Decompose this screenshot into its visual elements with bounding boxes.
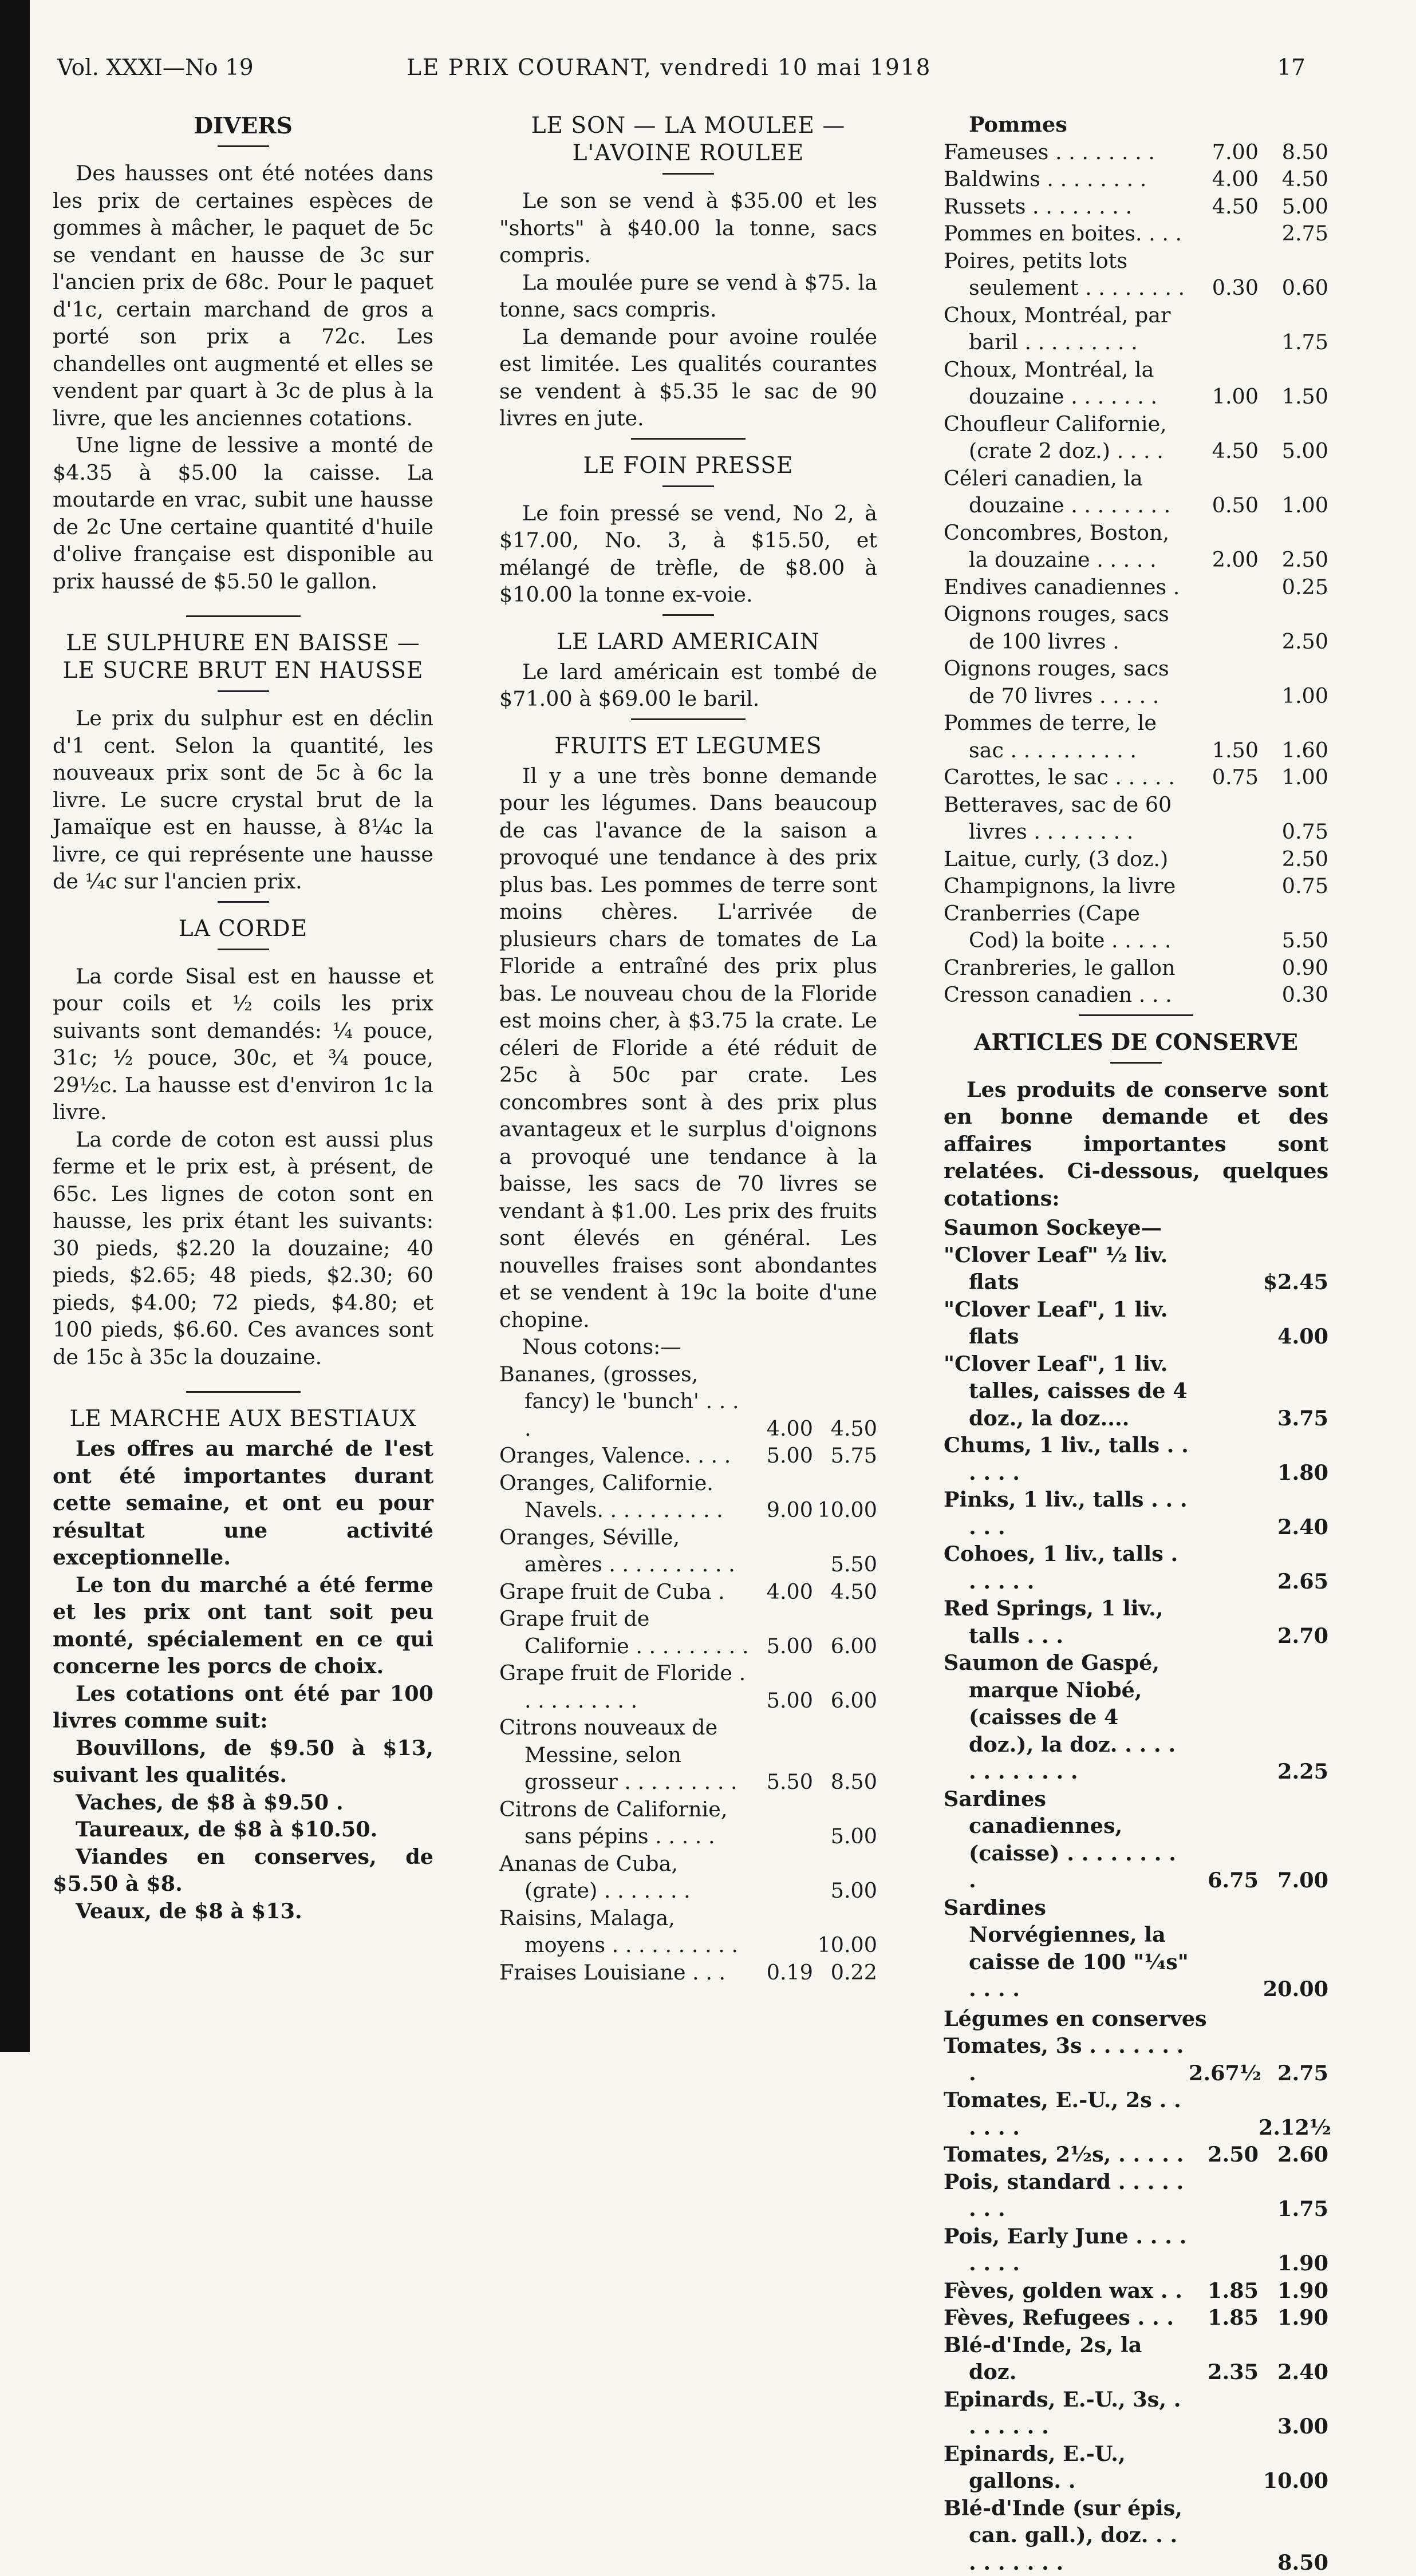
price-entry-label: Betteraves, sac de 60 livres . . . . . . . . xyxy=(944,791,1189,846)
price-entry-label: Bananes, (grosses, fancy) le 'bunch' . . . . xyxy=(499,1361,749,1443)
price-low: 4.00 xyxy=(749,1415,813,1443)
price-entry xyxy=(944,1486,1328,1540)
price-low: 4.00 xyxy=(749,1578,813,1606)
price-entry xyxy=(944,356,1328,410)
price-entry-label: Grape fruit de Floride . . . . . . . . . . xyxy=(499,1660,749,1714)
price-entry-label: Epinards, E.-U., gallons. . xyxy=(944,2440,1189,2495)
son-paragraph-1: Le son se vend à $35.00 et les "shorts" à $40.00 la tonne, sacs compris. xyxy=(499,187,877,269)
price-entry-label: Pommes en boites. . . . xyxy=(944,220,1189,247)
corde-paragraph-2: La corde de coton est aussi plus ferme et le prix est, à présent, de 65c. Les lignes de coton sont en hausse, les prix étant les suivants: 30 pieds, $2.20 la douzaine; 40 pieds, $2.65; 48 pieds, $2.30; 60 pieds, $4.00; 72 pieds, $4.80; et 100 pieds, $6.60. Ces avances sont de 15c à 35c la douzaine. xyxy=(53,1126,433,1371)
price-entry-label: Raisins, Malaga, moyens . . . . . . . . . . xyxy=(499,1905,749,1959)
price-entry xyxy=(499,1660,877,1714)
price-low: 1.00 xyxy=(1189,383,1259,410)
bestiaux-paragraph-8: Veaux, de $8 à $13. xyxy=(53,1898,433,1925)
price-entry-label: Laitue, curly, (3 doz.) xyxy=(944,846,1189,873)
price-entry-label: Choux, Montréal, la douzaine . . . . . . . xyxy=(944,356,1189,410)
sulphure-heading: LE SULPHURE EN BAISSE — LE SUCRE BRUT EN HAUSSE xyxy=(53,630,433,685)
section-rule xyxy=(218,949,269,950)
saumon-heading: Saumon Sockeye— xyxy=(944,1214,1328,1242)
son-heading: LE SON — LA MOULEE — L'AVOINE ROULEE xyxy=(499,112,877,167)
price-entry xyxy=(499,1959,877,1986)
price-entry-label: Baldwins . . . . . . . . xyxy=(944,165,1189,193)
price-low: 2.00 xyxy=(1189,546,1259,574)
bestiaux-paragraph-2: Le ton du marché a été ferme et les prix ont tant soit peu monté, spécialement en ce qui concerne les porcs de choix. xyxy=(53,1571,433,1680)
section-rule xyxy=(662,485,714,487)
price-entry xyxy=(944,2087,1328,2141)
price-entry xyxy=(944,302,1328,356)
price-entry xyxy=(944,2304,1328,2332)
price-low: 4.50 xyxy=(1189,437,1259,465)
price-low: 0.30 xyxy=(1189,274,1259,302)
price-high: 8.50 xyxy=(813,1768,877,1796)
price-entry xyxy=(944,872,1328,900)
price-high: 10.00 xyxy=(813,1931,877,1959)
price-high: 0.30 xyxy=(1259,981,1328,1009)
price-entry xyxy=(499,1361,877,1443)
price-high: 2.12½ xyxy=(1259,2114,1328,2142)
price-entry-label: Choufleur Californie, (crate 2 doz.) . . . . xyxy=(944,410,1189,465)
price-high: 1.90 xyxy=(1259,2277,1328,2305)
price-entry-label: Choux, Montréal, par baril . . . . . . . . . xyxy=(944,302,1189,356)
section-rule xyxy=(218,145,269,147)
price-entry-label: Pois, standard . . . . . . . . xyxy=(944,2168,1189,2223)
price-entry-label: Champignons, la livre xyxy=(944,872,1189,900)
price-high: 2.50 xyxy=(1259,546,1328,574)
price-high: 5.50 xyxy=(813,1551,877,1578)
section-rule xyxy=(631,718,746,720)
price-entry-label: "Clover Leaf" ½ liv. flats xyxy=(944,1242,1189,1296)
price-entry xyxy=(944,1649,1328,1785)
price-entry-label: Oignons rouges, sacs de 100 livres . xyxy=(944,600,1189,655)
price-high: 6.00 xyxy=(813,1633,877,1660)
price-entry xyxy=(499,1714,877,1796)
divers-paragraph-2: Une ligne de lessive a monté de $4.35 à $5.00 la caisse. La moutarde en vrac, subit une hausse de 2c Une certaine quantité d'huile d'olive française est disponible au prix haussé de $5.50 le gallon. xyxy=(53,432,433,595)
section-rule xyxy=(186,615,301,617)
price-entry xyxy=(944,1432,1328,1486)
price-entry-label: Chums, 1 liv., talls . . . . . . xyxy=(944,1432,1189,1486)
price-high: 0.75 xyxy=(1259,872,1328,900)
price-high: 4.00 xyxy=(1259,1323,1328,1350)
page-edge-shadow xyxy=(0,0,30,2052)
price-high: 20.00 xyxy=(1259,1976,1328,2003)
price-entry-label: Fèves, Refugees . . . xyxy=(944,2304,1189,2332)
saumon-price-list xyxy=(944,1242,1328,2003)
fruits-paragraph-2: Nous cotons:— xyxy=(499,1333,877,1361)
price-low: 6.75 xyxy=(1189,1867,1259,1894)
price-high: 0.60 xyxy=(1259,274,1328,302)
price-entry-label: Endives canadiennes . xyxy=(944,574,1189,601)
price-entry-label: Tomates, 3s . . . . . . . . xyxy=(944,2032,1189,2087)
price-entry xyxy=(944,139,1328,166)
price-entry xyxy=(944,2223,1328,2277)
price-high: 3.75 xyxy=(1259,1405,1328,1432)
price-high: 1.00 xyxy=(1259,682,1328,710)
section-rule xyxy=(662,614,714,616)
price-entry xyxy=(944,1785,1328,1894)
price-low: 5.00 xyxy=(749,1442,813,1469)
column-right xyxy=(944,109,1328,2576)
price-entry xyxy=(499,1605,877,1660)
sulphure-paragraph-1: Le prix du sulphur est en déclin d'1 cent. Selon la quantité, les nouveaux prix sont de 5c à 6c la livre. Le sucre crystal brut de la Jamaïque est en hausse, à 8¼c la livre, ce qui représente une hausse de ¼c sur l'ancien prix. xyxy=(53,705,433,895)
price-high: 5.00 xyxy=(1259,437,1328,465)
price-low: 2.35 xyxy=(1189,2358,1259,2386)
section-rule xyxy=(218,690,269,692)
price-high: 2.60 xyxy=(1259,2141,1328,2168)
price-entry xyxy=(944,2332,1328,2386)
bestiaux-paragraph-7: Viandes en conserves, de $5.50 à $8. xyxy=(53,1843,433,1898)
price-entry-label: Pinks, 1 liv., talls . . . . . . xyxy=(944,1486,1189,1540)
price-entry-label: Céleri canadien, la douzaine . . . . . . . . xyxy=(944,465,1189,519)
fruits-price-list xyxy=(499,1361,877,1986)
price-entry-label: Oranges, Séville, amères . . . . . . . . . . xyxy=(499,1524,749,1578)
foin-heading: LE FOIN PRESSE xyxy=(499,452,877,480)
price-entry-label: "Clover Leaf", 1 liv. flats xyxy=(944,1296,1189,1350)
price-entry xyxy=(944,600,1328,655)
price-high: 1.90 xyxy=(1259,2250,1328,2277)
section-rule xyxy=(1079,1014,1193,1016)
price-high: 3.00 xyxy=(1259,2413,1328,2440)
price-high: 10.00 xyxy=(1259,2467,1328,2495)
price-entry xyxy=(944,410,1328,465)
divers-paragraph-1: Des hausses ont été notées dans les prix de certaines espèces de gommes à mâcher, le paquet de 5c se vendant en hausse de 3c sur l'ancien prix de 68c. Pour le paquet d'1c, certain marchand de gros a porté son prix a 72c. Les chandelles ont augmenté et elles se vendent par quart à 3c de plus à la livre, que les anciennes cotations. xyxy=(53,160,433,432)
price-entry xyxy=(944,709,1328,764)
price-entry xyxy=(944,1894,1328,2003)
price-low: 4.00 xyxy=(1189,165,1259,193)
price-low: 0.75 xyxy=(1189,764,1259,791)
corde-heading: LA CORDE xyxy=(53,915,433,943)
price-high: 2.50 xyxy=(1259,628,1328,655)
price-entry xyxy=(944,1242,1328,1296)
son-paragraph-3: La demande pour avoine roulée est limitée. Les qualités courantes se vendent à $5.35 le sac de 90 livres en jute. xyxy=(499,323,877,432)
price-high: 1.75 xyxy=(1259,2195,1328,2223)
price-high: 5.75 xyxy=(813,1442,877,1469)
price-entry xyxy=(944,574,1328,601)
price-entry-label: Sardines Norvégiennes, la caisse de 100 "¼s" . . . . xyxy=(944,1894,1189,2003)
price-entry xyxy=(499,1524,877,1578)
price-high: 2.75 xyxy=(1259,2060,1328,2087)
price-high: 1.80 xyxy=(1259,1459,1328,1487)
price-entry-label: Saumon de Gaspé, marque Niobé, (caisses de 4 doz.), la doz. . . . . . . . . . . . . xyxy=(944,1649,1189,1785)
price-high: 4.50 xyxy=(813,1578,877,1606)
price-high: 2.75 xyxy=(1259,220,1328,247)
price-low: 0.19 xyxy=(749,1959,813,1986)
price-high: 2.40 xyxy=(1259,2358,1328,2386)
price-high: 1.50 xyxy=(1259,383,1328,410)
price-entry xyxy=(944,1296,1328,1350)
price-entry-label: Fameuses . . . . . . . . xyxy=(944,139,1189,166)
foin-paragraph-1: Le foin pressé se vend, No 2, à $17.00, No. 3, à $15.50, et mélangé de trèfle, de $8.00 à $10.00 la tonne ex-voie. xyxy=(499,500,877,609)
price-entry xyxy=(944,2277,1328,2305)
price-low: 0.50 xyxy=(1189,492,1259,519)
price-entry xyxy=(499,1796,877,1850)
page-number: 17 xyxy=(1277,55,1305,81)
price-entry-label: Tomates, 2½s, . . . . . xyxy=(944,2141,1189,2168)
price-low: 5.00 xyxy=(749,1687,813,1714)
price-high: 8.50 xyxy=(1259,2549,1328,2576)
price-entry xyxy=(944,247,1328,302)
price-entry-label: Blé-d'Inde (sur épis, can. gall.), doz. . . . . . . . . . xyxy=(944,2495,1189,2576)
price-entry-label: Pommes de terre, le sac . . . . . . . . . . xyxy=(944,709,1189,764)
section-rule xyxy=(662,173,714,175)
page-header xyxy=(57,55,1305,89)
corde-paragraph-1: La corde Sisal est en hausse et pour coils et ½ coils les prix suivants sont demandés: ¼ pouce, 31c; ½ pouce, 30c, et ¾ pouce, 29½c. La hausse est d'environ 1c la livre. xyxy=(53,963,433,1126)
price-entry-label: Red Springs, 1 liv., talls . . . xyxy=(944,1595,1189,1649)
price-entry-label: Oignons rouges, sacs de 70 livres . . . . . xyxy=(944,655,1189,709)
price-entry-label: Cranberries (Cape Cod) la boite . . . . . xyxy=(944,900,1189,954)
volume-number: Vol. XXXI—No 19 xyxy=(57,55,254,81)
price-entry-label: Oranges, Valence. . . . xyxy=(499,1442,749,1469)
bestiaux-paragraph-6: Taureaux, de $8 à $10.50. xyxy=(53,1816,433,1843)
price-entry-label: "Clover Leaf", 1 liv. talles, caisses de 4 doz., la doz.... xyxy=(944,1350,1189,1432)
price-entry xyxy=(944,1350,1328,1432)
price-low: 1.50 xyxy=(1189,737,1259,764)
conserve-paragraph-1: Les produits de conserve sont en bonne demande et des affaires importantes sont relatées. Ci-dessous, quelques cotations: xyxy=(944,1076,1328,1212)
price-entry-label: Epinards, E.-U., 3s, . . . . . . . xyxy=(944,2386,1189,2440)
price-high: 1.60 xyxy=(1259,737,1328,764)
price-entry-label: Ananas de Cuba, (grate) . . . . . . . xyxy=(499,1850,749,1905)
price-entry xyxy=(944,764,1328,791)
fruits-paragraph-1: Il y a une très bonne demande pour les légumes. Dans beaucoup de cas l'avance de la saison a provoqué une tendance à des prix plus bas. Les pommes de terre sont moins chères. L'arrivée de plusieurs chars de tomates de La Floride a entraîné des prix plus bas. Le nouveau chou de la Floride est moins cher, à $3.75 la crate. Le céleri de Floride a été réduit de 25c à 50c par crate. Les concombres sont à des prix plus avantageux et le surplus d'oignons a provoqué une tendance à la baisse, les sacs de 70 livres se vendant à $1.00. Les prix des fruits sont élevés en général. Les nouvelles fraises sont abondantes et se vendent à 19c la boite d'une chopine. xyxy=(499,762,877,1334)
price-entry xyxy=(499,1850,877,1905)
section-rule xyxy=(186,1391,301,1393)
section-rule xyxy=(218,901,269,903)
price-high: 0.25 xyxy=(1259,574,1328,601)
price-high: 1.00 xyxy=(1259,764,1328,791)
price-high: $2.45 xyxy=(1259,1269,1328,1296)
price-entry xyxy=(944,2032,1328,2087)
price-entry xyxy=(499,1442,877,1469)
lard-paragraph-1: Le lard américain est tombé de $71.00 à $69.00 le baril. xyxy=(499,658,877,713)
price-entry-label: Cranbreries, le gallon xyxy=(944,954,1189,982)
price-entry xyxy=(944,846,1328,873)
price-entry-label: Tomates, E.-U., 2s . . . . . . xyxy=(944,2087,1189,2141)
price-entry xyxy=(944,1595,1328,1649)
price-entry-label: Carottes, le sac . . . . . xyxy=(944,764,1189,791)
price-low: 4.50 xyxy=(1189,193,1259,220)
conserve-heading: ARTICLES DE CONSERVE xyxy=(944,1029,1328,1056)
price-entry xyxy=(944,2386,1328,2440)
price-entry-label: Sardines canadiennes, (caisse) . . . . . . . . . xyxy=(944,1785,1189,1894)
price-entry xyxy=(499,1469,877,1524)
price-low: 9.00 xyxy=(749,1496,813,1524)
price-entry-label: Grape fruit de Californie . . . . . . . . . xyxy=(499,1605,749,1660)
price-high: 2.40 xyxy=(1259,1514,1328,1541)
price-high: 5.00 xyxy=(813,1823,877,1850)
price-high: 0.22 xyxy=(813,1959,877,1986)
price-entry xyxy=(944,165,1328,193)
bestiaux-paragraph-5: Vaches, de $8 à $9.50 . xyxy=(53,1789,433,1816)
bestiaux-paragraph-3: Les cotations ont été par 100 livres comme suit: xyxy=(53,1680,433,1735)
fruits-heading: FRUITS ET LEGUMES xyxy=(499,733,877,760)
price-entry xyxy=(499,1578,877,1606)
price-entry xyxy=(944,465,1328,519)
price-high: 5.00 xyxy=(813,1877,877,1905)
price-entry xyxy=(944,2141,1328,2168)
column-middle xyxy=(499,109,877,1986)
price-high: 8.50 xyxy=(1259,139,1328,166)
price-entry xyxy=(944,900,1328,954)
price-entry xyxy=(944,193,1328,220)
price-high: 0.90 xyxy=(1259,954,1328,982)
price-entry-label: Citrons nouveaux de Messine, selon grosseur . . . . . . . . . xyxy=(499,1714,749,1796)
price-entry-label: Cresson canadien . . . xyxy=(944,981,1189,1009)
pommes-price-list xyxy=(944,139,1328,1009)
price-entry-label: Blé-d'Inde, 2s, la doz. xyxy=(944,2332,1189,2386)
price-entry xyxy=(944,655,1328,709)
price-high: 10.00 xyxy=(813,1496,877,1524)
price-entry-label: Cohoes, 1 liv., talls . . . . . . xyxy=(944,1540,1189,1595)
lard-heading: LE LARD AMERICAIN xyxy=(499,629,877,656)
price-high: 7.00 xyxy=(1259,1867,1328,1894)
pommes-heading: Pommes xyxy=(944,111,1328,139)
divers-heading: DIVERS xyxy=(53,112,433,140)
price-entry xyxy=(944,2168,1328,2223)
price-high: 2.70 xyxy=(1259,1622,1328,1650)
price-high: 2.65 xyxy=(1259,1568,1328,1595)
son-paragraph-2: La moulée pure se vend à $75. la tonne, sacs compris. xyxy=(499,269,877,323)
price-entry xyxy=(944,954,1328,982)
column-left xyxy=(53,109,433,1925)
price-low: 5.50 xyxy=(749,1768,813,1796)
price-high: 2.25 xyxy=(1259,1758,1328,1785)
bestiaux-paragraph-4: Bouvillons, de $9.50 à $13, suivant les qualités. xyxy=(53,1735,433,1789)
price-entry-label: Citrons de Californie, sans pépins . . . . . xyxy=(499,1796,749,1850)
price-entry xyxy=(944,2495,1328,2576)
price-high: 6.00 xyxy=(813,1687,877,1714)
journal-title: LE PRIX COURANT, vendredi 10 mai 1918 xyxy=(407,55,931,81)
price-entry-label: Concombres, Boston, la douzaine . . . . . xyxy=(944,519,1189,574)
price-high: 4.50 xyxy=(1259,165,1328,193)
section-rule xyxy=(1110,1062,1162,1064)
price-entry-label: Fèves, golden wax . . xyxy=(944,2277,1189,2305)
price-entry xyxy=(944,791,1328,846)
price-entry-label: Russets . . . . . . . . xyxy=(944,193,1189,220)
price-entry-label: Grape fruit de Cuba . xyxy=(499,1578,749,1606)
section-rule xyxy=(631,438,746,440)
price-entry-label: Poires, petits lots seulement . . . . . . . . xyxy=(944,247,1189,302)
legumes-heading: Légumes en conserves xyxy=(944,2005,1328,2033)
price-low: 5.00 xyxy=(749,1633,813,1660)
price-low: 2.50 xyxy=(1189,2141,1259,2168)
price-high: 0.75 xyxy=(1259,818,1328,846)
price-high: 5.50 xyxy=(1259,927,1328,954)
price-entry xyxy=(944,220,1328,247)
price-low: 1.85 xyxy=(1189,2277,1259,2305)
price-high: 1.90 xyxy=(1259,2304,1328,2332)
price-low: 7.00 xyxy=(1189,139,1259,166)
price-low: 2.67½ xyxy=(1189,2060,1259,2087)
price-entry xyxy=(499,1905,877,1959)
bestiaux-heading: LE MARCHE AUX BESTIAUX xyxy=(53,1405,433,1433)
price-entry xyxy=(944,1540,1328,1595)
price-entry xyxy=(944,981,1328,1009)
price-entry xyxy=(944,519,1328,574)
price-high: 1.75 xyxy=(1259,329,1328,356)
price-high: 4.50 xyxy=(813,1415,877,1443)
price-entry-label: Oranges, Californie. Navels. . . . . . . . . . xyxy=(499,1469,749,1524)
price-high: 1.00 xyxy=(1259,492,1328,519)
legumes-price-list xyxy=(944,2032,1328,2576)
price-entry xyxy=(944,2440,1328,2495)
price-entry-label: Fraises Louisiane . . . xyxy=(499,1959,749,1986)
price-high: 5.00 xyxy=(1259,193,1328,220)
bestiaux-paragraph-1: Les offres au marché de l'est ont été importantes durant cette semaine, et ont eu pour résultat une activité exceptionnelle. xyxy=(53,1435,433,1571)
price-high: 2.50 xyxy=(1259,846,1328,873)
price-entry-label: Pois, Early June . . . . . . . . xyxy=(944,2223,1189,2277)
price-low: 1.85 xyxy=(1189,2304,1259,2332)
